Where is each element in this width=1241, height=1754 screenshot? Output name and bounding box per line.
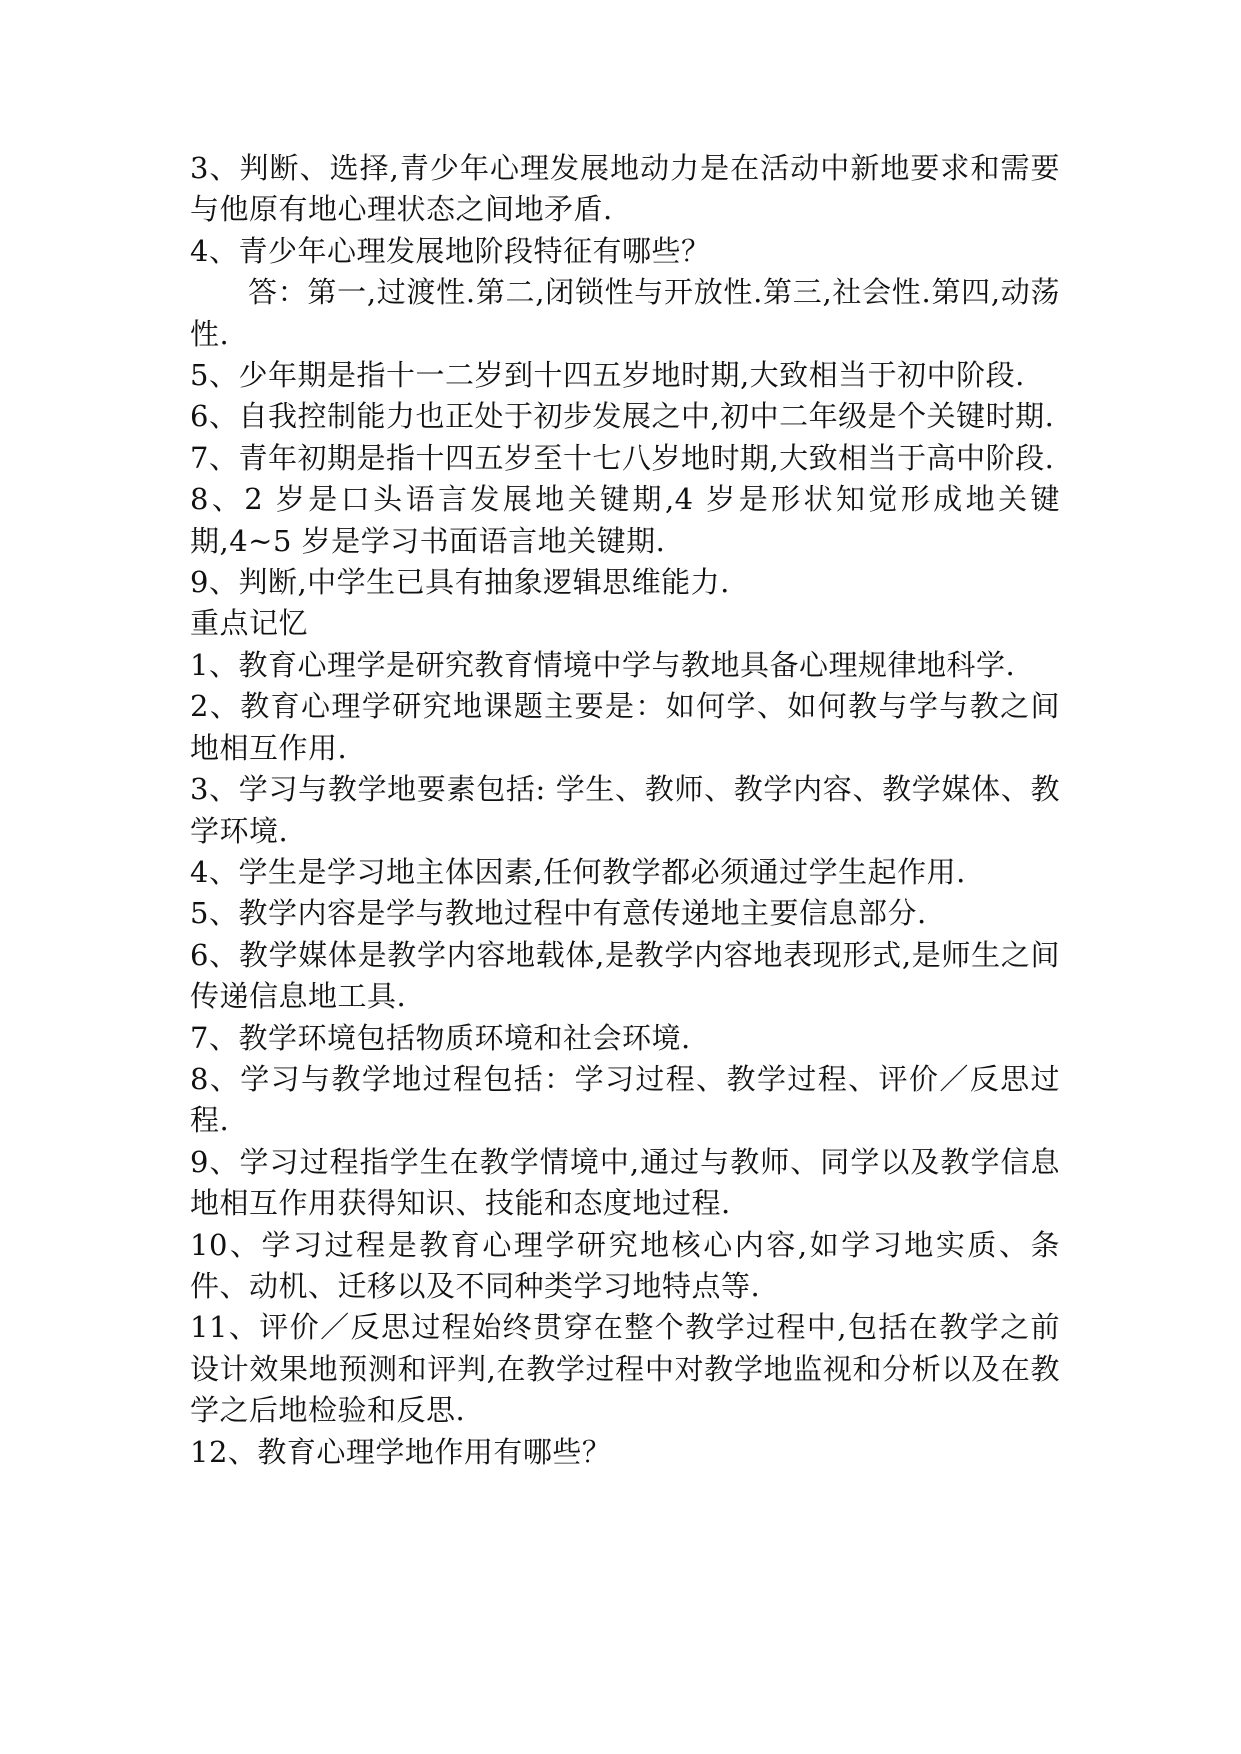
section-heading-key-memory: 重点记忆	[190, 606, 309, 641]
paragraph-q4-stage-features: 4、青少年心理发展地阶段特征有哪些？	[190, 233, 711, 268]
paragraph-q9-abstract-thinking: 9、判断,中学生已具有抽象逻辑思维能力.	[190, 565, 730, 600]
paragraph-k3-elements: 3、学习与教学地要素包括: 学生、教师、教学内容、教学媒体、教学环境.	[190, 772, 1060, 848]
paragraph-q3-development-motive: 3、判断、选择,青少年心理发展地动力是在活动中新地要求和需要与他原有地心理状态之间地矛盾.	[190, 151, 1060, 227]
paragraph-q6-self-control: 6、自我控制能力也正处于初步发展之中,初中二年级是个关键时期.	[190, 399, 1055, 434]
paragraph-q7-early-youth: 7、青年初期是指十四五岁至十七八岁地时期,大致相当于高中阶段.	[190, 440, 1055, 475]
paragraph-k4-student: 4、学生是学习地主体因素,任何教学都必须通过学生起作用.	[190, 854, 966, 889]
paragraph-k6-media: 6、教学媒体是教学内容地载体,是教学内容地表现形式,是师生之间传递信息地工具.	[190, 937, 1060, 1014]
paragraph-k1-definition: 1、教育心理学是研究教育情境中学与教地具备心理规律地科学.	[190, 647, 1016, 682]
paragraph-k9-learning-process: 9、学习过程指学生在教学情境中,通过与教师、同学以及教学信息地相互作用获得知识、技能和态度地过程.	[190, 1144, 1060, 1221]
paragraph-k7-environment: 7、教学环境包括物质环境和社会环境.	[190, 1020, 691, 1055]
paragraph-answer-stage-features: 答：第一,过渡性.第二,闭锁性与开放性.第三,社会性.第四,动荡性.	[190, 275, 1060, 351]
paragraph-q8-critical-periods: 8、2 岁是口头语言发展地关键期,4 岁是形状知觉形成地关键期,4~5 岁是学习书面语言地关键期.	[190, 482, 1060, 558]
paragraph-k10-core-content: 10、学习过程是教育心理学研究地核心内容,如学习地实质、条件、动机、迁移以及不同种类学习地特点等.	[190, 1227, 1060, 1303]
document-page	[190, 148, 1060, 1473]
paragraph-q5-adolescence: 5、少年期是指十一二岁到十四五岁地时期,大致相当于初中阶段.	[190, 358, 1025, 393]
paragraph-k5-content: 5、教学内容是学与教地过程中有意传递地主要信息部分.	[190, 896, 927, 931]
paragraph-k2-research-topics: 2、教育心理学研究地课题主要是：如何学、如何教与学与教之间地相互作用.	[190, 689, 1060, 765]
paragraph-k12-role: 12、教育心理学地作用有哪些？	[190, 1434, 612, 1469]
paragraph-k11-evaluation: 11、评价／反思过程始终贯穿在整个教学过程中,包括在教学之前设计效果地预测和评判,在教学过程中对教学地监视和分析以及在教学之后地检验和反思.	[190, 1310, 1060, 1428]
paragraph-k8-process: 8、学习与教学地过程包括：学习过程、教学过程、评价／反思过程.	[190, 1061, 1060, 1138]
